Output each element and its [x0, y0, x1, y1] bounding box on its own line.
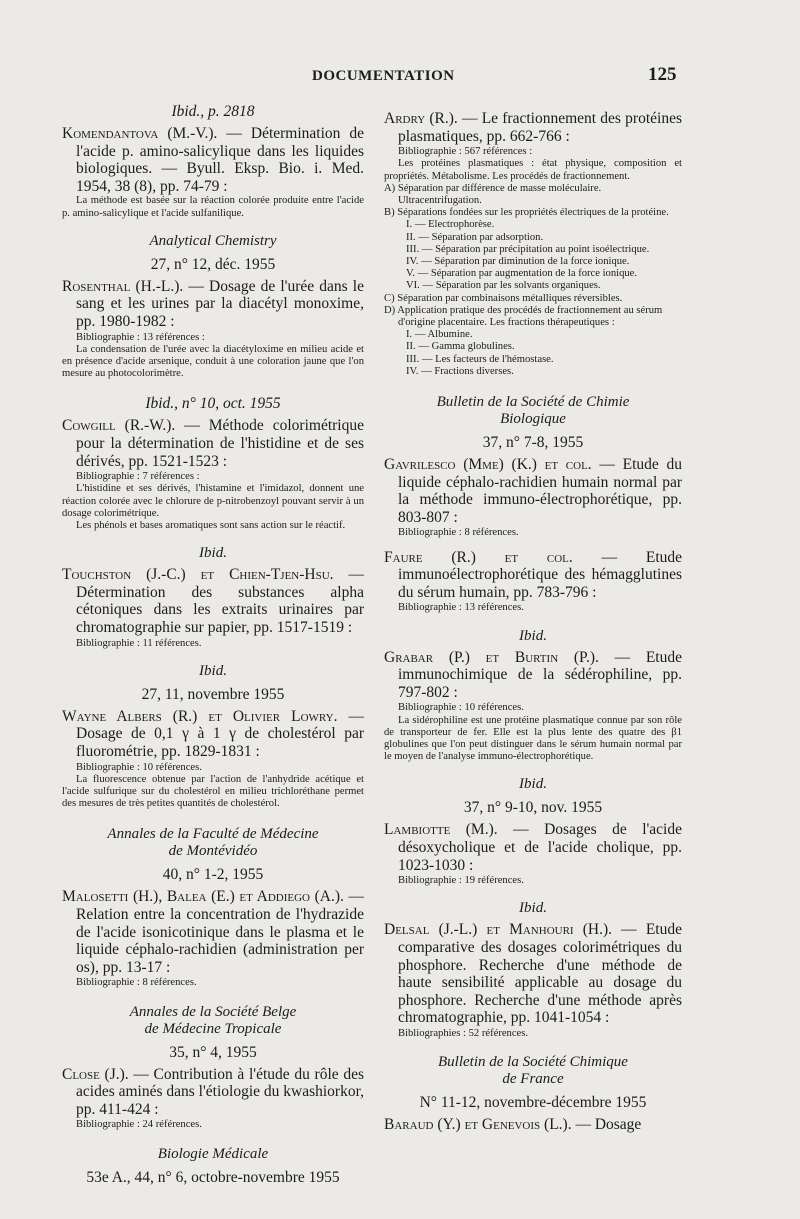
subsection-item: II. — Gamma globulines.	[406, 341, 515, 353]
reference-entry	[384, 649, 682, 702]
reference-entry	[384, 821, 682, 874]
page-header	[0, 62, 800, 92]
issue-heading: 53e A., 44, n° 6, octobre-novembre 1955	[86, 1168, 340, 1186]
bibliography-note: Bibliographie : 10 références.	[398, 702, 524, 714]
subsection-list	[406, 219, 682, 292]
issue-heading: 27, n° 12, déc. 1955	[150, 255, 276, 273]
reference-title: — Le fractionnement des protéines plasmatiques, pp. 662-766 :	[398, 110, 682, 145]
reference-authors: Close (J.).	[62, 1065, 129, 1083]
reference-entry	[384, 110, 682, 145]
journal-title: de Médecine Tropicale	[144, 1020, 282, 1037]
bibliography-note: Bibliographie : 8 références.	[398, 527, 519, 539]
issue-heading: 37, n° 7-8, 1955	[482, 434, 584, 452]
journal-title: Biologique	[500, 411, 566, 428]
subsection-item: III. — Séparation par précipitation au point isoélectrique.	[406, 243, 650, 255]
reference-authors: Baraud (Y.) et Genevois (L.).	[384, 1116, 572, 1134]
reference-title: — Méthode colorimétrique pour la détermination de l'histidine et de ses dérivés, pp. 1521-1523 :	[76, 417, 364, 470]
section-item: A) Séparation par différence de masse moléculaire. Ultracentrifugation.	[384, 182, 602, 206]
ibid-heading: Ibid.	[519, 900, 547, 917]
reference-authors: Lambiotte (M.).	[384, 821, 498, 839]
reference-title: — Etude immunoélectrophorétique des hémagglutines du sérum humain, pp. 783-796 :	[398, 548, 683, 601]
reference-title: — Etude du liquide céphalo-rachidien humain normal par la méthode immuno-électrophorétique, pp. 803-807 :	[398, 456, 682, 526]
bibliography-note: Bibliographie : 11 références.	[76, 637, 202, 649]
journal-title: Annales de la Faculté de Médecine	[107, 826, 319, 843]
right-column	[384, 102, 682, 1134]
issue-heading: Ibid., p. 2818	[171, 103, 255, 120]
issue-heading: 40, n° 1-2, 1955	[162, 866, 264, 884]
issue-heading: 27, 11, novembre 1955	[141, 685, 285, 703]
section-list	[384, 183, 682, 220]
bibliography-note: Bibliographie : 567 références :	[398, 146, 533, 158]
issue-heading: Ibid., n° 10, oct. 1955	[145, 395, 281, 413]
reference-authors: Ardry (R.).	[384, 110, 458, 127]
reference-entry	[384, 1116, 682, 1134]
journal-title: de France	[502, 1071, 564, 1088]
reference-title: — Dosage de 0,1 γ à 1 γ de cholestérol par fluorométrie, pp. 1829-1831 :	[76, 707, 365, 760]
reference-entry	[384, 456, 682, 526]
subsection-item: V. — Séparation par augmentation de la force ionique.	[406, 268, 638, 280]
ibid-heading: Ibid.	[519, 627, 547, 644]
section-item: D) Application pratique des procédés de fractionnement au sérum d'origine placentaire. Les fractions thérapeutiques :	[384, 304, 663, 329]
reference-authors: Komendantova (M.-V.).	[62, 125, 218, 142]
reference-authors: Grabar (P.) et Burtin (P.).	[384, 648, 599, 666]
reference-title: —Relation entre la concentration de l'hydrazide de l'acide isonicotinique dans le plasma et le liquide céphalo-rachidien (administration per os), pp. 13-17 :	[76, 888, 364, 976]
bibliography-note: Bibliographie : 8 références.	[76, 977, 197, 989]
journal-title: Annales de la Société Belge	[129, 1003, 297, 1020]
subsection-item: I. — Albumine.	[406, 329, 473, 341]
reference-authors: Cowgill (R.-W.).	[62, 417, 176, 435]
bibliography-note: Bibliographie : 7 références :	[76, 471, 200, 483]
reference-title: — Etude immunochimique de la sédérophiline, pp. 797-802 :	[398, 648, 682, 701]
bibliography-note: Bibliographie : 24 références.	[76, 1119, 202, 1131]
reference-abstract: La sidérophiline est une protéine plasmatique connue par son rôle de transporteur de fer. Elle est la plus lente des quatre des β1 globulines que l'on peut distinguer dans le sérum humain normal par le moyen de l'analyse immuno-électrophorétique.	[384, 714, 682, 763]
reference-authors: Malosetti (H.), Balea (E.) et Addiego (A.).	[62, 888, 344, 906]
reference-abstract: La méthode est basée sur la réaction colorée produite entre l'acide p. amino-salicylique et l'acide sulfanilique.	[62, 195, 364, 219]
reference-abstract: Les phénols et bases aromatiques sont sans action sur le réactif.	[76, 519, 346, 531]
reference-entry	[62, 708, 364, 761]
running-title: DOCUMENTATION	[312, 68, 455, 84]
issue-heading: 37, n° 9-10, nov. 1955	[463, 799, 603, 817]
reference-title: — Dosages de l'acide désoxycholique et de l'acide cholique, pp. 1023-1030 :	[398, 821, 682, 874]
issue-heading: N° 11-12, novembre-décembre 1955	[419, 1094, 647, 1112]
section-item: B) Séparations fondées sur les propriétés électriques de la protéine.	[384, 207, 669, 219]
section-list	[384, 293, 682, 330]
subsection-item: IV. — Fractions diverses.	[406, 365, 514, 377]
reference-entry	[62, 888, 364, 976]
reference-abstract: La fluorescence obtenue par l'action de l'anhydride acétique et l'acide sulfurique sur du cholestérol en milieu trichloréthane permet des mesures de très petites quantités de cholestérol.	[62, 773, 364, 810]
journal-title: Bulletin de la Société de Chimie	[436, 394, 630, 411]
reference-entry	[62, 417, 364, 470]
section-item: C) Séparation par combinaisons métalliques réversibles.	[384, 292, 623, 304]
reference-title: — Détermination de l'acide p. amino-salicylique dans les liquides biologiques. — Byull. Eksp. Bio. i. Med. 1954, 38 (8), pp. 74-79 :	[76, 125, 365, 195]
reference-title: — Détermination des substances alpha cétoniques dans les extraits urinaires par chromatographie sur papier, pp. 1517-1519 :	[76, 566, 364, 636]
left-column	[62, 102, 364, 1187]
bibliography-note: Bibliographie : 10 références.	[76, 761, 202, 773]
reference-entry	[62, 1066, 364, 1119]
bibliography-note: Bibliographies : 52 références.	[398, 1027, 529, 1039]
bibliography-note: Bibliographie : 13 références.	[398, 602, 524, 614]
ibid-heading: Ibid.	[199, 545, 227, 562]
journal-title: de Montévidéo	[168, 843, 258, 860]
subsection-list	[406, 329, 682, 378]
bibliography-note: Bibliographie : 19 références.	[398, 875, 524, 887]
journal-title: Analytical Chemistry	[149, 232, 277, 249]
reference-title: — Dosage	[571, 1116, 642, 1134]
reference-abstract: L'histidine et ses dérivés, l'histamine et l'imidazol, donnent une réaction colorée avec le chlorure de p-nitrobenzoyl pouvant servir à un dosage colorimétrique.	[62, 483, 364, 519]
reference-abstract: La condensation de l'urée avec la diacétyloxime en milieu acide et en présence d'acide arsenique, conduit à une coloration jaune que l'on mesure au photocolorimètre.	[62, 343, 364, 380]
reference-entry	[384, 921, 682, 1027]
reference-authors: Gavrilesco (Mme) (K.) et col.	[384, 456, 592, 474]
reference-authors: Rosenthal (H.-L.).	[62, 277, 184, 295]
subsection-item: III. — Les facteurs de l'hémostase.	[406, 353, 554, 365]
reference-title: — Contribution à l'étude du rôle des acides aminés dans l'étiologie du kwashiorkor, pp. 411-424 :	[76, 1065, 364, 1118]
page-number: 125	[648, 64, 677, 85]
subsection-item: IV. — Séparation par diminution de la force ionique.	[406, 256, 630, 268]
reference-entry	[62, 278, 364, 331]
reference-title: — Etude comparative des dosages colorimétriques du phosphore. Recherche d'une méthode de haute sensibilité applicable au dosage du phosphore. Recherche d'une méthode après chromatographie, pp. 1041-1054 :	[398, 921, 682, 1027]
ibid-heading: Ibid.	[519, 776, 547, 793]
journal-title: Bulletin de la Société Chimique	[438, 1054, 628, 1071]
reference-entry	[62, 566, 364, 636]
issue-heading: 35, n° 4, 1955	[169, 1043, 257, 1061]
ibid-heading: Ibid.	[199, 662, 227, 679]
reference-title: — Dosage de l'urée dans le sang et les urines par la diacétyl monoxime, pp. 1980-1982 :	[76, 277, 364, 330]
reference-authors: Delsal (J.-L.) et Manhouri (H.).	[384, 921, 613, 939]
subsection-item: II. — Séparation par adsorption.	[406, 231, 544, 243]
reference-authors: Faure (R.) et col.	[384, 548, 573, 566]
bibliography-note: Bibliographie : 13 références :	[76, 331, 205, 343]
reference-authors: Touchston (J.-C.) et Chien-Tjen-Hsu.	[62, 566, 334, 584]
journal-title: Biologie Médicale	[157, 1145, 269, 1162]
reference-authors: Wayne Albers (R.) et Olivier Lowry.	[62, 707, 338, 725]
reference-entry	[384, 549, 682, 602]
subsection-item: VI. — Séparation par les solvants organiques.	[406, 280, 601, 292]
reference-entry	[62, 125, 364, 195]
reference-abstract: Les protéines plasmatiques : état physique, composition et propriétés. Métabolisme. Les procédés de fractionnement.	[384, 158, 682, 182]
subsection-item: I. — Electrophorèse.	[406, 219, 495, 231]
